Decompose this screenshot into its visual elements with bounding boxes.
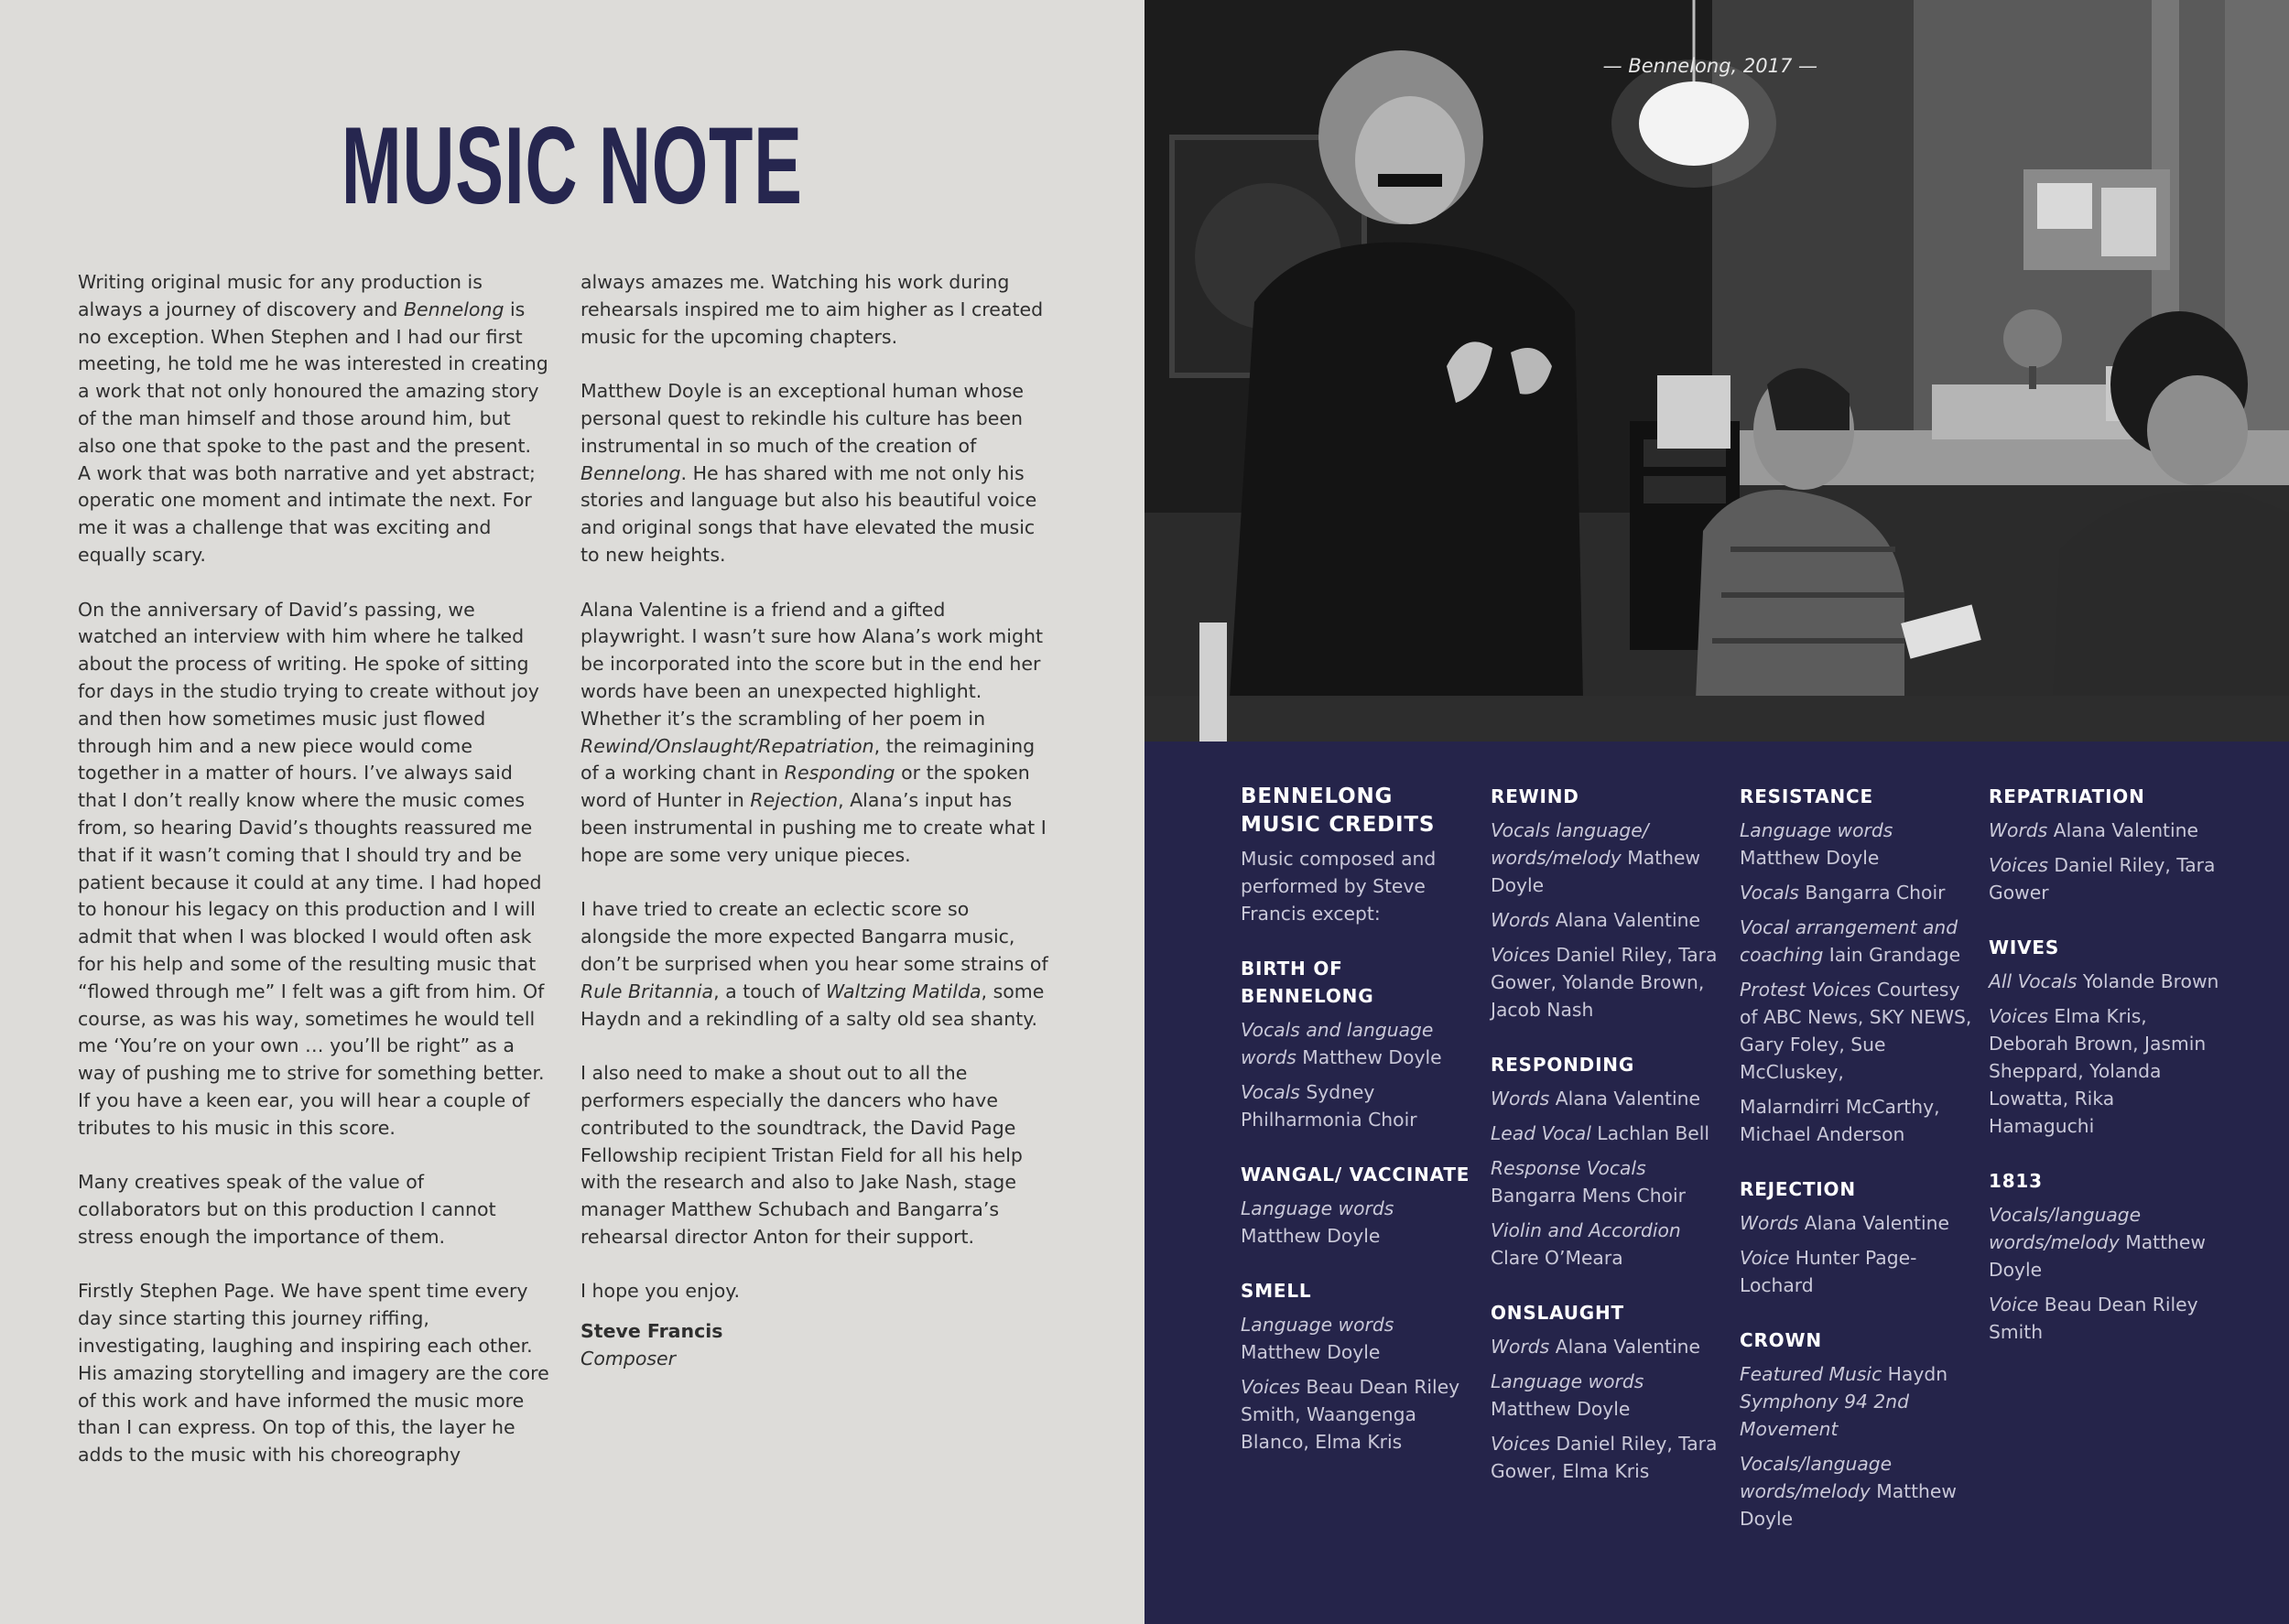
credit-role: Words [1989,819,2048,841]
body-paragraph [580,378,1052,569]
italic-text: Responding [784,762,895,785]
italic-text: Bennelong [403,298,504,320]
credit-line [1989,1201,2222,1283]
text-run: Alana Valentine is a friend and a gifted playwright. I wasn’t sure how Alana’s work might be incorporated into the score but in the end her words have been an unexpected highlight. Whether it’s the scrambling of her poem in [580,598,1043,730]
credit-role: Vocals/language words/melody [1989,1204,2142,1253]
text-run: is no exception. When Stephen and I had our first meeting, he told me he was interested in creating a work that not only honoured the amazing story of the man himself and those around him, but also one that spoke to the past and the present. A work that was both narrative and yet abstract; operatic one moment and intimate the next. For me it was a challenge that was exciting and equally scary. [78,298,548,566]
credit-heading: WANGAL/ VACCINATE [1241,1164,1470,1186]
credit-name: Lachlan Bell [1590,1122,1710,1144]
credit-name: Music composed and performed by Steve Francis except: [1241,848,1437,925]
text-run: I hope you enjoy. [580,1280,740,1303]
credit-line [1491,1333,1724,1360]
credit-name: Clare O’Meara [1491,1247,1623,1269]
credit-role: Voice [1740,1247,1790,1269]
credit-line [1740,976,1973,1086]
credit-role: Language words [1491,1370,1644,1392]
credit-role: Words [1491,909,1550,931]
credit-role: Vocals [1740,882,1799,904]
credit-heading: CROWN [1740,1329,1822,1351]
credit-line [1740,1244,1973,1299]
text-run: always amazes me. Watching his work during rehearsals inspired me to aim higher as I created music for the upcoming chapters. [580,271,1044,348]
credit-role: Words [1491,1336,1550,1358]
body-paragraph [78,269,549,569]
text-run: I also need to make a shout out to all the performers especially the dancers who have contributed to the soundtrack, the David Page Fellowship recipient Tristan Field for all his help with the research and also to Jake Nash, stage manager Matthew Schubach and Bangarra’s rehearsal director Anton for their support. [580,1062,1023,1248]
body-paragraph [580,896,1052,1033]
text-run: I have tried to create an eclectic score so alongside the more expected Bangarra music, don’t be surprised when you hear some strains of [580,898,1048,975]
credit-line [1491,1154,1724,1209]
credit-name: Matthew Doyle [1296,1046,1442,1068]
credit-role: Vocal arrangement and coaching [1740,916,1958,966]
credit-line [1491,817,1724,899]
credit-line [1740,1360,1973,1443]
italic-text: Rule Britannia [580,980,714,1002]
text-run: or the spoken word of Hunter in [580,762,1030,812]
credit-name: Alana Valentine [1798,1212,1949,1234]
text-run: , some Haydn and a rekindling of a salty old sea shanty. [580,980,1045,1030]
credit-role: Language words [1740,819,1893,841]
body-paragraph [580,1060,1052,1251]
body-paragraph [78,1278,549,1469]
credit-role: Language words [1241,1197,1394,1219]
credit-line [1740,1450,1973,1532]
credit-line [1241,1016,1474,1071]
credit-name: Elma Kris, Deborah Brown, Jasmin Sheppard, Yolanda Lowatta, Rika Hamaguchi [1989,1005,2207,1137]
credit-role: Voices [1989,1005,2048,1027]
signature-name: Steve Francis [580,1320,723,1343]
credit-name: Matthew Doyle [1491,1398,1631,1420]
credit-role: Vocals language/ words/melody [1491,819,1649,869]
right-page [1144,0,2289,1624]
credit-name: Bangarra Mens Choir [1491,1185,1686,1207]
credit-name: Matthew Doyle [1989,1231,2206,1281]
credit-line [1491,1120,1724,1147]
credit-heading: BENNELONG MUSIC CREDITS [1241,785,1436,837]
credit-section [1491,1299,1724,1485]
italic-text: Waltzing Matilda [825,980,982,1002]
body-column-2 [580,269,1052,1373]
credit-line [1241,1311,1474,1366]
body-paragraph [580,269,1052,351]
credit-role: Vocals and language words [1241,1019,1434,1068]
credit-role: Voices [1241,1376,1300,1398]
music-credits [1144,783,2289,1607]
credit-line [1989,1002,2222,1140]
credit-role: Vocals/language words/melody [1740,1453,1893,1502]
credit-line [1491,1368,1724,1423]
credit-role: Symphony 94 2nd Movement [1740,1391,1909,1440]
photo-illustration [1144,0,2289,742]
credit-section [1241,783,1474,927]
credit-line [1241,845,1474,927]
text-run: On the anniversary of David’s passing, we watched an interview with him where he talked about the process of writing. He spoke of sitting for days in the studio trying to create without joy and then how sometimes music just flowed through him and a new piece would come together in a matter of hours. I’ve always said that I don’t really know where the music comes from, so hearing David’s thoughts reassured me that if it wasn’t coming that I should try and be patient because it could at any time. I had hoped to honour his legacy on this production and I will admit that when I was blocked I would often ask for his help and some of the resulting music that “flowed through me” I felt was a gift from him. Of course, as was his way, sometimes he would tell me ‘You’re on your own … you’ll be right” as a way of pushing me to strive for something better. If you have a keen ear, you will hear a couple of tributes to his music in this score. [78,598,545,1139]
credit-name: Alana Valentine [1549,1088,1700,1110]
credit-role: Protest Voices [1740,979,1871,1001]
credit-role: Words [1740,1212,1799,1234]
credit-name: Matthew Doyle [1241,1225,1381,1247]
credit-line [1491,1430,1724,1485]
credit-name: Matthew Doyle [1241,1341,1381,1363]
credit-role: Voices [1491,944,1550,966]
credit-line [1491,1217,1724,1272]
text-run: Matthew Doyle is an exceptional human whose personal quest to rekindle his culture has been instrumental in so much of the creation of [580,380,1025,457]
credit-section [1241,1161,1474,1250]
credit-line [1241,1373,1474,1456]
credit-heading: REJECTION [1740,1178,1856,1200]
credit-role: Voices [1989,854,2048,876]
credit-role: Lead Vocal [1491,1122,1591,1144]
credit-role: Featured Music [1740,1363,1882,1385]
italic-text: Rewind/Onslaught/Repatriation [580,734,874,757]
credit-heading: 1813 [1989,1170,2043,1192]
credit-name: Mathew Doyle [1491,847,1701,896]
credit-name: Sydney Philharmonia Choir [1241,1081,1417,1131]
italic-text: Bennelong [580,461,681,484]
credits-column-2 [1491,783,1724,1512]
credit-heading: RESISTANCE [1740,785,1873,807]
credit-line [1491,941,1724,1023]
credit-section [1740,1175,1973,1299]
credit-name: Yolande Brown [2077,970,2219,992]
credit-role: Vocals [1241,1081,1300,1103]
credits-column-3 [1740,783,1973,1560]
body-paragraph [580,597,1052,870]
credit-name: Daniel Riley, Tara Gower, Yolande Brown, Jacob Nash [1491,944,1718,1021]
credit-heading: REWIND [1491,785,1579,807]
photo-caption: — Bennelong, 2017 — [1602,55,1817,77]
italic-text: Rejection [750,789,839,812]
credit-role: Voices [1491,1433,1550,1455]
credit-name: Beau Dean Riley Smith, Waangenga Blanco, Elma Kris [1241,1376,1460,1453]
credit-line [1989,968,2222,995]
credit-line [1241,1078,1474,1133]
credit-name: Daniel Riley, Tara Gower [1989,854,2216,904]
credit-name: Beau Dean Riley Smith [1989,1294,2198,1343]
credit-heading: SMELL [1241,1280,1312,1302]
credit-role: All Vocals [1989,970,2077,992]
credit-role: Words [1491,1088,1550,1110]
credit-line [1740,817,1973,872]
credit-name: Courtesy of ABC News, SKY NEWS, Gary Foley, Sue McCluskey, [1740,979,1972,1083]
text-run: . He has shared with me not only his stories and language but also his beautiful voice and original songs that have elevated the music to new heights. [580,461,1037,566]
credit-line [1989,851,2222,906]
credit-role: Response Vocals [1491,1157,1646,1179]
credit-name: Iain Grandage [1823,944,1961,966]
credit-heading: RESPONDING [1491,1054,1635,1076]
credit-heading: REPATRIATION [1989,785,2145,807]
credits-column-1 [1241,783,1474,1483]
credit-name: Alana Valentine [1549,1336,1700,1358]
credit-section [1241,1277,1474,1456]
text-run: Firstly Stephen Page. We have spent time every day since starting this journey riffing, investigating, laughing and inspiring each other. His amazing storytelling and imagery are the core of this work and have informed the music more than I can express. On top of this, the layer he adds to the music with his choreography [78,1280,549,1467]
credit-heading: ONSLAUGHT [1491,1302,1624,1324]
credit-role: Violin and Accordion [1491,1219,1681,1241]
credit-heading: BIRTH OF BENNELONG [1241,958,1374,1007]
credit-section [1989,1167,2222,1346]
credit-heading: WIVES [1989,937,2060,958]
credit-line [1740,1093,1973,1148]
body-column-1 [78,269,549,1497]
credit-section [1989,934,2222,1140]
credit-line [1740,1209,1973,1237]
credit-line [1989,817,2222,844]
text-run: Many creatives speak of the value of collaborators but on this production I cannot stress enough the importance of them. [78,1171,496,1248]
text-run: , the reimagining of a working chant in [580,734,1036,785]
credit-section [1491,783,1724,1023]
signature-role: Composer [580,1348,677,1370]
credit-section [1740,783,1973,1148]
text-run: , Alana’s input has been instrumental in pushing me to create what I hope are some very unique pieces. [580,789,1047,866]
credit-section [1740,1326,1973,1532]
credit-name: Malarndirri McCarthy, Michael Anderson [1740,1096,1940,1145]
credit-line [1241,1195,1474,1250]
credit-name: Matthew Doyle [1740,847,1880,869]
credit-line [1989,1291,2222,1346]
credit-section [1491,1051,1724,1272]
text-run: , a touch of [713,980,826,1002]
page-title: MUSIC NOTE [342,104,803,227]
credit-section [1989,783,2222,906]
credit-section [1241,955,1474,1133]
credit-line [1491,1085,1724,1112]
credit-line [1740,914,1973,969]
credit-name: Bangarra Choir [1798,882,1946,904]
credits-column-4 [1989,783,2222,1373]
credit-name: Matthew Doyle [1740,1480,1957,1530]
credit-name: Alana Valentine [2047,819,2198,841]
credit-role: Language words [1241,1314,1394,1336]
credit-name: Alana Valentine [1549,909,1700,931]
text-run: Writing original music for any production is always a journey of discovery and [78,271,483,320]
left-page [0,0,1144,1624]
credit-name: Daniel Riley, Tara Gower, Elma Kris [1491,1433,1718,1482]
body-paragraph [78,1169,549,1250]
body-paragraph [580,1278,1052,1305]
credit-name: Hunter Page-Lochard [1740,1247,1917,1296]
credit-role: Voice [1989,1294,2039,1315]
body-paragraph [78,597,549,1142]
credit-line [1740,879,1973,906]
studio-photograph [1144,0,2289,742]
credit-name: Haydn [1882,1363,1948,1385]
credit-line [1491,906,1724,934]
